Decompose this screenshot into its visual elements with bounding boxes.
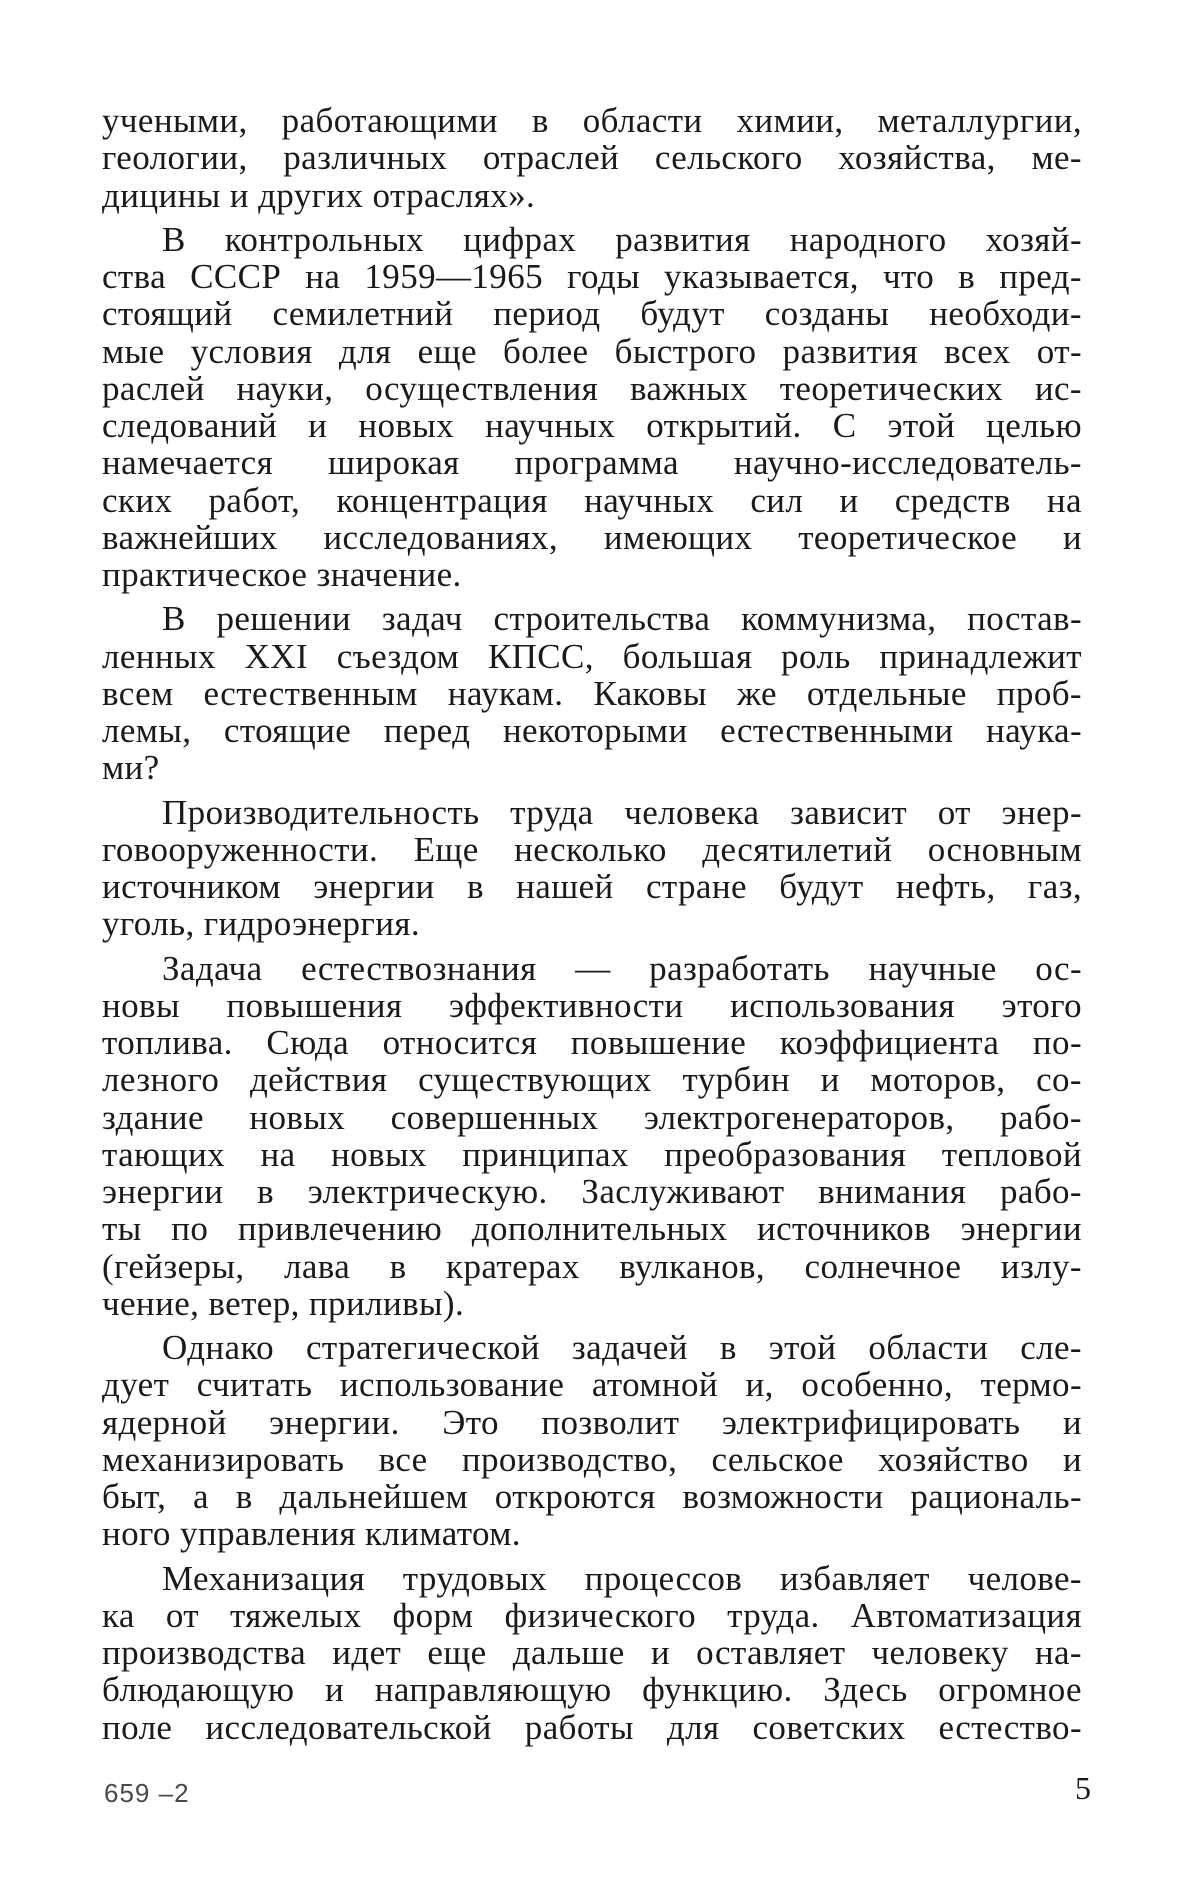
text-line: новы повышения эффективности использования этого [102,985,1082,1025]
paragraph [102,102,1082,214]
text-line: геологии, различных отраслей сельского хозяйства, ме- [102,138,1082,178]
text-line: блюдающую и направляющую функцию. Здесь огромное [102,1670,1082,1710]
text-line: В контрольных цифрах развития народного хозяй- [162,219,1082,259]
text-line: быт, а в дальнейшем откроются возможности рациональ- [102,1477,1082,1516]
text-line: ленных XXI съездом КПСС, большая роль принадлежит [102,636,1082,676]
text-line: раслей науки, осуществления важных теоретических ис- [102,368,1082,408]
printer-signature: 659 –2 [104,1778,190,1808]
text-line: ства СССР на 1959—1965 годы указывается, что в пред- [102,257,1082,296]
paragraph [102,1329,1082,1553]
text-line: тающих на новых принципах преобразования тепловой [102,1134,1082,1174]
text-line: (гейзеры, лава в кратерах вулканов, солнечное излу- [102,1246,1082,1286]
page-number: 5 [1075,1770,1091,1806]
text-line: ских работ, концентрация научных сил и средств на [102,480,1082,520]
paragraph [102,1560,1082,1746]
text-line: следований и новых научных открытий. С этой целью [102,406,1082,445]
text-line: Однако стратегической задачей в этой области сле- [162,1328,1082,1367]
text-line: учеными, работающими в области химии, металлургии, [102,101,1082,140]
text-line: лезного действия существующих турбин и моторов, со- [102,1060,1082,1100]
text-line: энергии в электрическую. Заслуживают внимания рабо- [102,1172,1082,1211]
paragraph [102,221,1082,594]
text-line: ты по привлечению дополнительных источников энергии [102,1209,1082,1249]
text-line: ми? [102,748,160,788]
text-line: практическое значение. [102,555,462,594]
text-line: дует считать использование атомной и, особенно, термо- [102,1365,1082,1405]
text-line: здание новых совершенных электрогенераторов, рабо- [102,1097,1082,1137]
text-line: лемы, стоящие перед некоторыми естественными наука- [102,711,1082,750]
text-line: ка от тяжелых форм физического труда. Автоматизация [102,1595,1082,1635]
text-line: стоящий семилетний период будут созданы необходи- [102,294,1082,334]
text-line: намечается широкая программа научно-исследователь- [102,443,1082,483]
text-line: Задача естествознания — разработать научные ос- [162,948,1082,988]
text-line: говооруженности. Еще несколько десятилетий основным [102,829,1082,869]
text-line: дицины и других отраслях». [102,175,536,215]
text-line: Производительность труда человека зависит от энер- [162,792,1082,832]
text-line: важнейших исследованиях, имеющих теоретическое и [102,517,1082,557]
text-line: ного управления климатом. [102,1514,521,1554]
text-line: топлива. Сюда относится повышение коэффициента по- [102,1023,1082,1062]
text-line: ядерной энергии. Это позволит электрифицировать и [102,1402,1082,1442]
text-line: В решении задач строительства коммунизма, постав- [162,599,1082,639]
paragraph [102,794,1082,943]
text-line: источником энергии в нашей стране будут нефть, газ, [102,867,1082,906]
paragraph [102,950,1082,1323]
text-line: Механизация трудовых процессов избавляет челове- [162,1558,1082,1598]
text-line: чение, ветер, приливы). [102,1283,465,1323]
text-line: механизировать все производство, сельское хозяйство и [102,1439,1082,1479]
text-line: поле исследовательской работы для советских естество- [102,1707,1082,1747]
text-line: уголь, гидроэнергия. [102,904,420,944]
text-line: производства идет еще дальше и оставляет человеку на- [102,1633,1082,1672]
text-line: всем естественным наукам. Каковы же отдельные проб- [102,673,1082,713]
text-line: мые условия для еще более быстрого развития всех от- [102,331,1082,371]
body-text [102,102,1082,1746]
paragraph [102,600,1082,786]
